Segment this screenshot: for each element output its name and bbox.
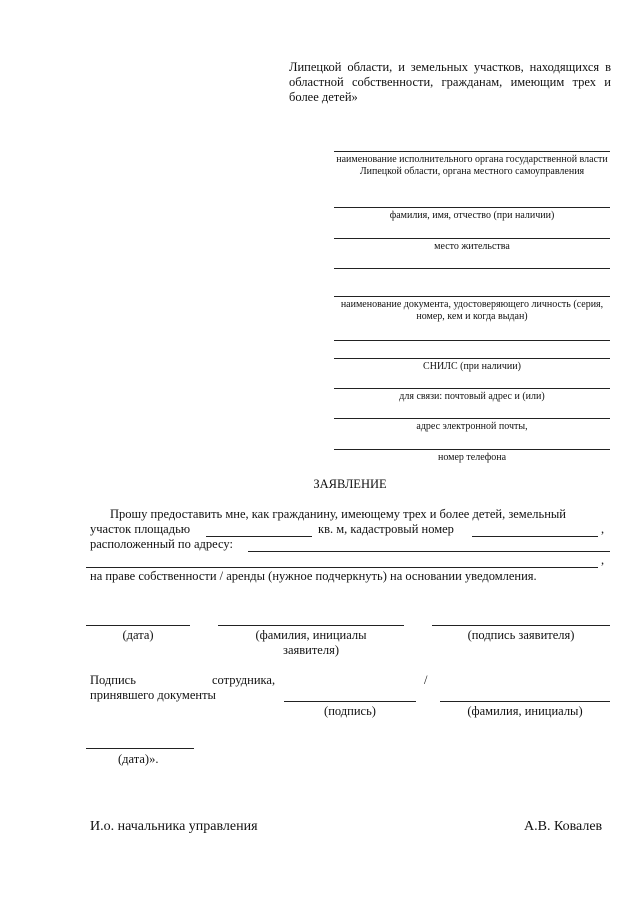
applicant-name-line — [218, 625, 404, 626]
organ-line — [334, 151, 610, 152]
address-label: расположенный по адресу: — [90, 537, 233, 551]
address-field-line-2 — [86, 567, 598, 568]
staff-sign-caption: (подпись) — [324, 704, 376, 718]
staff-sign-line — [284, 701, 416, 702]
email-line — [334, 418, 610, 419]
address-field-line — [248, 551, 610, 552]
body-line-1: Прошу предоставить мне, как гражданину, имеющему трех и более детей, земельный — [110, 507, 566, 521]
residence-line — [334, 238, 610, 239]
fio-caption: фамилия, имя, отчество (при наличии) — [389, 210, 555, 221]
applicant-name-caption: (фамилия, инициалы заявителя) — [255, 628, 367, 657]
contact-caption: для связи: почтовый адрес и (или) — [399, 391, 545, 402]
header-text: Липецкой области, и земельных участков, находящихся в областной собственности, гражданам, имеющим трех и более детей» — [289, 60, 611, 104]
date-line — [86, 625, 190, 626]
staff-name-caption: (фамилия, инициалы) — [467, 704, 583, 718]
staff-name-line — [440, 701, 610, 702]
residence-caption: место жительства — [434, 241, 510, 252]
slash-separator: / — [424, 673, 428, 687]
snils-line — [334, 358, 610, 359]
staff-label-3: принявшего документы — [90, 688, 216, 702]
cadastral-field-line — [472, 536, 598, 537]
fio-line — [334, 207, 610, 208]
phone-caption: номер телефона — [437, 452, 507, 463]
basis-text: на праве собственности / аренды (нужное подчеркнуть) на основании уведомления. — [90, 569, 537, 583]
contact-line — [334, 388, 610, 389]
staff-label-1: Подпись — [90, 673, 136, 687]
snils-caption: СНИЛС (при наличии) — [423, 361, 521, 372]
residence-line-2 — [334, 268, 610, 269]
date-caption: (дата) — [122, 628, 154, 642]
applicant-sign-caption: (подпись заявителя) — [467, 628, 575, 642]
staff-label-2: сотрудника, — [212, 673, 276, 687]
end-date-line — [86, 748, 194, 749]
identity-doc-line — [334, 296, 610, 297]
identity-doc-caption: наименование документа, удостоверяющего личность (серия, номер, кем и когда выдан) — [340, 299, 604, 322]
end-date-caption: (дата)». — [118, 752, 159, 766]
applicant-sign-line — [432, 625, 610, 626]
area-unit-label: кв. м, кадастровый номер — [318, 522, 454, 536]
cadastral-comma: , — [601, 522, 605, 536]
address-comma: , — [601, 553, 605, 567]
identity-doc-line-2 — [334, 340, 610, 341]
area-label: участок площадью — [90, 522, 191, 536]
document-title: ЗАЯВЛЕНИЕ — [313, 477, 387, 491]
signatory-position: И.о. начальника управления — [90, 819, 258, 834]
organ-caption: наименование исполнительного органа государственной власти Липецкой области, органа местного самоуправления — [336, 154, 608, 177]
signatory-name: А.В. Ковалев — [524, 819, 603, 834]
phone-line — [334, 449, 610, 450]
email-caption: адрес электронной почты, — [416, 421, 528, 432]
